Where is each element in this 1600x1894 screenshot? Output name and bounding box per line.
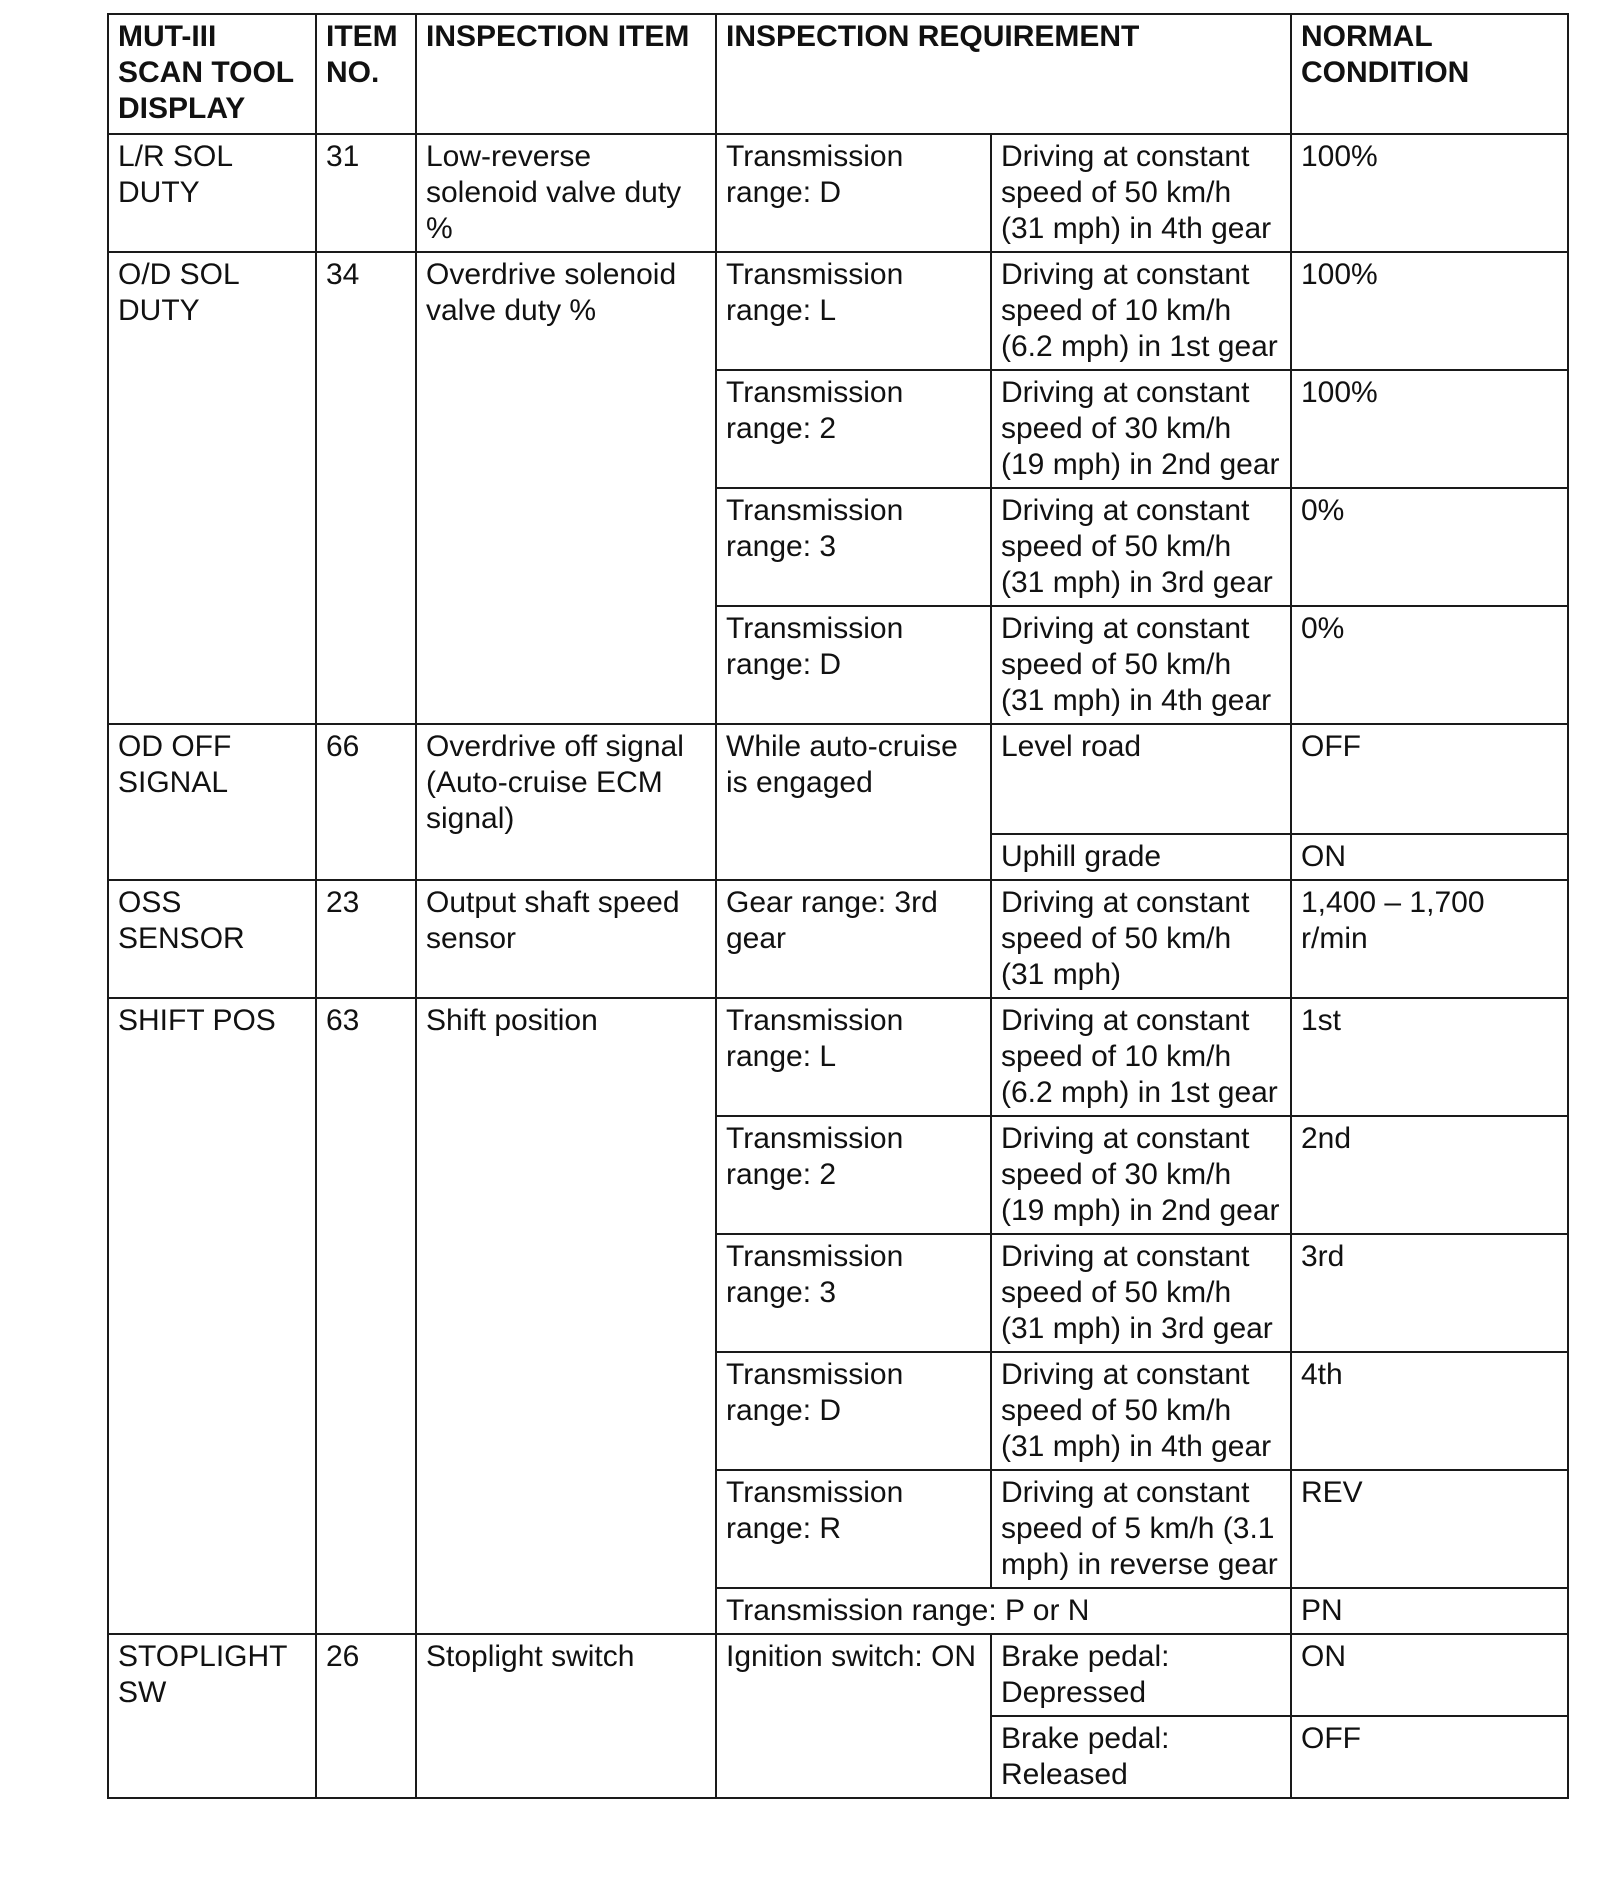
table-row — [108, 1634, 1568, 1716]
normal-cell: 0% — [1291, 488, 1568, 606]
range-cell: Transmission range: L — [716, 252, 991, 370]
normal-cell: OFF — [1291, 1716, 1568, 1798]
normal-cell: 3rd — [1291, 1234, 1568, 1352]
condition-cell: Driving at constant speed of 10 km/h (6.2 mph) in 1st gear — [991, 252, 1291, 370]
normal-cell: ON — [1291, 834, 1568, 880]
normal-cell: REV — [1291, 1470, 1568, 1588]
item-no-cell: 34 — [316, 252, 416, 724]
requirement-cell: While auto-cruise is engaged — [716, 724, 991, 880]
normal-cell: 1,400 – 1,700 r/min — [1291, 880, 1568, 998]
normal-cell: 1st — [1291, 998, 1568, 1116]
range-cell: Transmission range: 2 — [716, 370, 991, 488]
condition-cell: Driving at constant speed of 5 km/h (3.1 mph) in reverse gear — [991, 1470, 1291, 1588]
header-item-no: ITEM NO. — [316, 14, 416, 134]
condition-cell: Driving at constant speed of 50 km/h (31 mph) in 4th gear — [991, 1352, 1291, 1470]
header-normal-condition: NORMAL CONDITION — [1291, 14, 1568, 134]
condition-cell: Driving at constant speed of 50 km/h (31 mph) in 4th gear — [991, 134, 1291, 252]
range-cell: Transmission range: D — [716, 134, 991, 252]
mut-inspection-table — [107, 13, 1569, 1799]
requirement-cell: Gear range: 3rd gear — [716, 880, 991, 998]
table-row — [108, 998, 1568, 1116]
header-row — [108, 14, 1568, 134]
inspection-item-cell: Output shaft speed sensor — [416, 880, 716, 998]
condition-cell: Brake pedal: Released — [991, 1716, 1291, 1798]
normal-cell: ON — [1291, 1634, 1568, 1716]
inspection-item-cell: Low-reverse solenoid valve duty % — [416, 134, 716, 252]
normal-cell: 0% — [1291, 606, 1568, 724]
display-cell: SHIFT POS — [108, 998, 316, 1634]
header-inspection-item: INSPECTION ITEM — [416, 14, 716, 134]
item-no-cell: 63 — [316, 998, 416, 1634]
condition-cell: Driving at constant speed of 50 km/h (31 mph) in 3rd gear — [991, 1234, 1291, 1352]
condition-cell: Driving at constant speed of 30 km/h (19 mph) in 2nd gear — [991, 1116, 1291, 1234]
condition-cell: Driving at constant speed of 30 km/h (19 mph) in 2nd gear — [991, 370, 1291, 488]
display-cell: L/R SOL DUTY — [108, 134, 316, 252]
display-cell: O/D SOL DUTY — [108, 252, 316, 724]
range-cell: Transmission range: D — [716, 1352, 991, 1470]
header-inspection-requirement: INSPECTION REQUIREMENT — [716, 14, 1291, 134]
condition-cell: Driving at constant speed of 50 km/h (31 mph) — [991, 880, 1291, 998]
inspection-item-cell: Shift position — [416, 998, 716, 1634]
item-no-cell: 66 — [316, 724, 416, 880]
range-cell: Transmission range: R — [716, 1470, 991, 1588]
normal-cell: 100% — [1291, 370, 1568, 488]
condition-cell: Brake pedal: Depressed — [991, 1634, 1291, 1716]
table-row — [108, 724, 1568, 834]
requirement-cell: Ignition switch: ON — [716, 1634, 991, 1798]
requirement-cell: Transmission range: P or N — [716, 1588, 1291, 1634]
range-cell: Transmission range: 3 — [716, 1234, 991, 1352]
range-cell: Transmission range: 2 — [716, 1116, 991, 1234]
table-row — [108, 252, 1568, 370]
table-row — [108, 134, 1568, 252]
display-cell: OSS SENSOR — [108, 880, 316, 998]
range-cell: Transmission range: 3 — [716, 488, 991, 606]
normal-cell: 100% — [1291, 134, 1568, 252]
condition-cell: Driving at constant speed of 10 km/h (6.2 mph) in 1st gear — [991, 998, 1291, 1116]
normal-cell: 100% — [1291, 252, 1568, 370]
condition-cell: Driving at constant speed of 50 km/h (31 mph) in 4th gear — [991, 606, 1291, 724]
item-no-cell: 31 — [316, 134, 416, 252]
table-row — [108, 880, 1568, 998]
item-no-cell: 26 — [316, 1634, 416, 1798]
item-no-cell: 23 — [316, 880, 416, 998]
condition-cell: Driving at constant speed of 50 km/h (31 mph) in 3rd gear — [991, 488, 1291, 606]
normal-cell: PN — [1291, 1588, 1568, 1634]
normal-cell: 4th — [1291, 1352, 1568, 1470]
display-cell: OD OFF SIGNAL — [108, 724, 316, 880]
display-cell: STOPLIGHT SW — [108, 1634, 316, 1798]
condition-cell: Level road — [991, 724, 1291, 834]
inspection-item-cell: Overdrive solenoid valve duty % — [416, 252, 716, 724]
inspection-item-cell: Stoplight switch — [416, 1634, 716, 1798]
range-cell: Transmission range: L — [716, 998, 991, 1116]
normal-cell: OFF — [1291, 724, 1568, 834]
range-cell: Transmission range: D — [716, 606, 991, 724]
normal-cell: 2nd — [1291, 1116, 1568, 1234]
inspection-item-cell: Overdrive off signal (Auto-cruise ECM signal) — [416, 724, 716, 880]
header-display: MUT-III SCAN TOOL DISPLAY — [108, 14, 316, 134]
condition-cell: Uphill grade — [991, 834, 1291, 880]
